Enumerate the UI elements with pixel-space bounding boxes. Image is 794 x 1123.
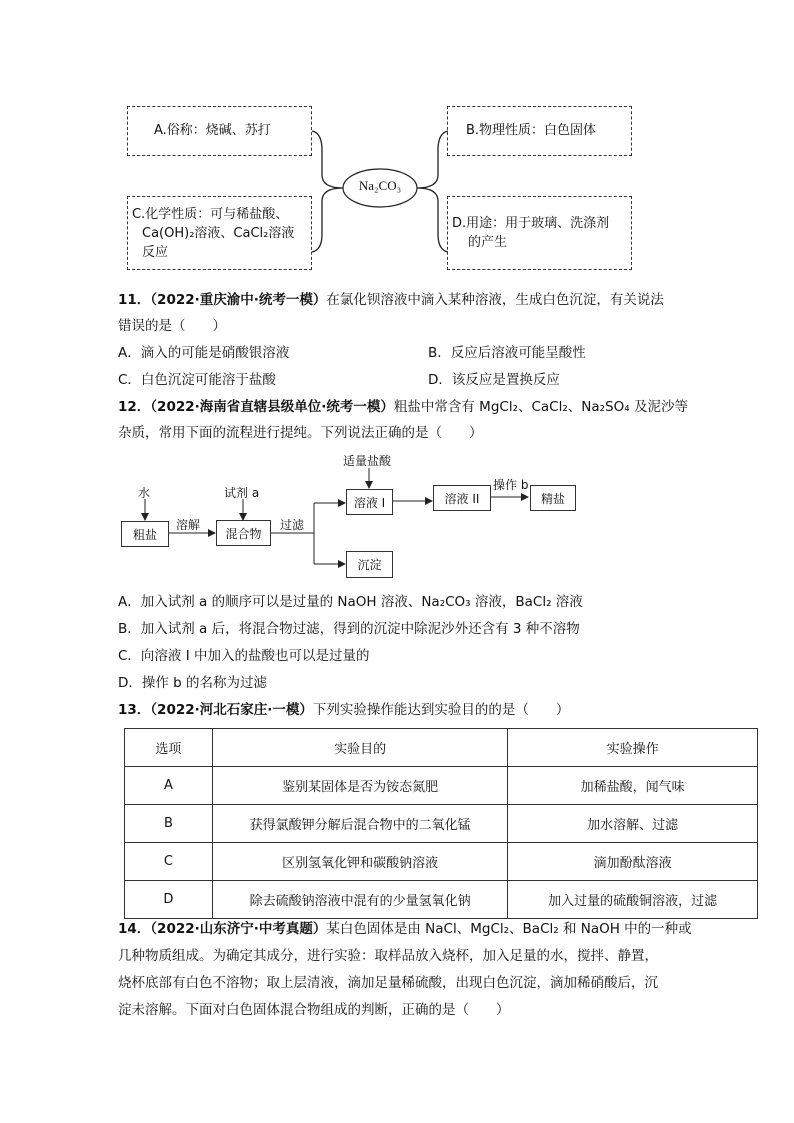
flow-reagent-label: 试剂 a [224,486,260,500]
box-d-line1: D.用途：用于玻璃、洗涤剂 [452,216,610,231]
row-purpose: 区别氢氧化钾和碳酸钠溶液 [212,843,508,881]
q11-number: 11． [118,292,151,308]
header-operation: 实验操作 [508,729,758,767]
q11-stem-text: 在氯化钡溶液中滴入某种溶液，生成白色沉淀，有关说法 [326,292,664,308]
box-c-line1: C.化学性质：可与稀盐酸、 [132,207,289,222]
row-option: D [125,881,213,919]
row-operation: 滴加酚酞溶液 [508,843,758,881]
flow-mixture-box: 混合物 [216,520,271,546]
q11-stem-line2: 错误的是（ ） [118,318,226,334]
row-option: B [125,805,213,843]
q14-source: （2022·山东济宁·中考真题） [150,921,327,937]
row-purpose: 除去硫酸钠溶液中混有的少量氢氧化钠 [212,881,508,919]
flow-op-b-label: 操作 b [493,478,529,492]
flow-fine-salt-box: 精盐 [530,485,576,511]
q14-stem-line4: 淀未溶解。下面对白色固体混合物组成的判断，正确的是（ ） [118,1002,510,1018]
box-b-text: B.物理性质：白色固体 [466,123,597,138]
q14-number: 14． [118,921,151,937]
q12-stem-text: 粗盐中常含有 MgCl₂、CaCl₂、Na₂SO₄ 及泥沙等 [393,399,688,415]
q13-stem-text: 下列实验操作能达到实验目的的是（ ） [312,702,570,718]
box-b [447,106,632,156]
q12-option-a: A．加入试剂 a 的顺序可以是过量的 NaOH 溶液、Na₂CO₃ 溶液，BaCl₂ 溶液 [118,594,583,610]
flow-solution-2-box: 溶液 II [433,485,491,511]
q12-source: （2022·海南省直辖县级单位·统考一模） [150,399,394,415]
q12-number: 12． [118,399,151,415]
row-purpose: 获得氯酸钾分解后混合物中的二氧化锰 [212,805,508,843]
flow-filter-label: 过滤 [280,518,305,532]
flow-acid-label: 适量盐酸 [343,454,392,468]
row-option: A [125,767,213,805]
row-option: C [125,843,213,881]
q11-source: （2022·重庆渝中·统考一模） [150,292,327,308]
box-c-line2: Ca(OH)₂溶液、CaCl₂溶液 [142,226,295,241]
table-row [125,881,758,919]
flow-solution-1-box: 溶液 I [346,489,393,515]
box-c-line3: 反应 [142,245,169,260]
flow-dissolve-label: 溶解 [176,518,201,532]
q12-option-b: B．加入试剂 a 后，将混合物过滤，得到的沉淀中除泥沙外还含有 3 种不溶物 [118,621,580,637]
q12-stem-line2: 杂质，常用下面的流程进行提纯。下列说法正确的是（ ） [118,425,483,441]
q11-option-a: A．滴入的可能是硝酸银溶液 [118,345,290,361]
q11-option-d: D．该反应是置换反应 [428,372,560,388]
q14-stem-line1 [118,919,692,939]
flowchart-arrows [0,440,794,590]
row-operation: 加入过量的硫酸铜溶液，过滤 [508,881,758,919]
table-row [125,805,758,843]
diagram-brace-lines [0,0,794,280]
q13-source: （2022·河北石家庄·一模） [150,702,313,718]
q11-option-b: B．反应后溶液可能呈酸性 [428,345,586,361]
row-purpose: 鉴别某固体是否为铵态氮肥 [212,767,508,805]
q12-option-c: C．向溶液 I 中加入的盐酸也可以是过量的 [118,648,370,664]
box-a [127,106,312,156]
flow-crude-salt-box: 粗盐 [121,521,169,547]
q12-option-d: D．操作 b 的名称为过滤 [118,675,268,691]
q13-stem [118,700,569,720]
q14-stem-line3: 烧杯底部有白色不溶物；取上层清液，滴加足量稀硫酸，出现白色沉淀，滴加稀硝酸后，沉 [118,975,658,991]
table-row [125,767,758,805]
q13-options-table [124,728,758,919]
box-d-line2: 的产生 [468,235,508,250]
q11-option-c: C．白色沉淀可能溶于盐酸 [118,372,276,388]
q13-number: 13． [118,702,151,718]
box-c [127,196,312,270]
header-purpose: 实验目的 [212,729,508,767]
q11-stem-line1 [118,290,664,310]
q14-stem-text: 某白色固体是由 NaCl、MgCl₂、BaCl₂ 和 NaOH 中的一种或 [326,921,692,937]
q14-stem-line2: 几种物质组成。为确定其成分，进行实验：取样品放入烧杯，加入足量的水，搅拌、静置， [118,948,658,964]
box-d [447,196,632,270]
table-header-row [125,729,758,767]
row-operation: 加稀盐酸，闻气味 [508,767,758,805]
center-formula: Na₂CO₃ [358,178,402,193]
box-a-text: A.俗称：烧碱、苏打 [154,123,271,138]
row-operation: 加水溶解、过滤 [508,805,758,843]
header-option: 选项 [125,729,213,767]
flow-precipitate-box: 沉淀 [346,551,393,578]
flow-water-label: 水 [138,486,151,500]
table-row [125,843,758,881]
q12-stem-line1 [118,397,688,417]
